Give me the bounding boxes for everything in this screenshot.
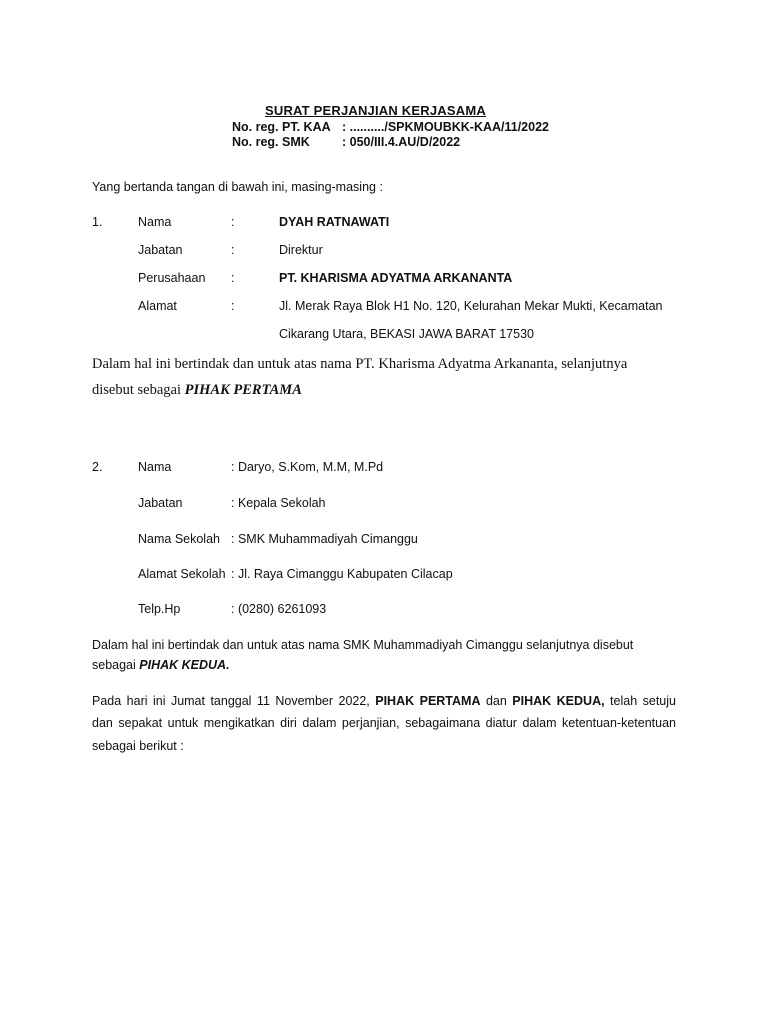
party2-role: PIHAK KEDUA. bbox=[139, 658, 230, 672]
party1-address-line1: Jl. Merak Raya Blok H1 No. 120, Kelurahan Mekar Mukti, Kecamatan bbox=[279, 299, 663, 313]
reg-pt-value: : ........../SPKMOUBKK-KAA/11/2022 bbox=[342, 120, 549, 134]
party1-statement-line1: Dalam hal ini bertindak dan untuk atas nama PT. Kharisma Adyatma Arkananta, selanjutnya bbox=[92, 356, 628, 372]
party1-name-label: Nama bbox=[138, 215, 172, 229]
closing-line1 bbox=[92, 694, 676, 708]
party2-school-label: Nama Sekolah bbox=[138, 532, 220, 546]
closing-text-c: dan bbox=[480, 694, 513, 708]
party2-phone-value: : (0280) 6261093 bbox=[231, 602, 327, 616]
party1-address-colon: : bbox=[231, 299, 235, 313]
party2-name-label: Nama bbox=[138, 460, 172, 474]
closing-pihak-pertama: PIHAK PERTAMA bbox=[375, 694, 481, 708]
closing-text-a: Pada hari ini Jumat tanggal 11 November 2022, bbox=[92, 694, 376, 708]
party2-position-value: : Kepala Sekolah bbox=[231, 496, 326, 510]
closing-text-e: telah setuju bbox=[604, 694, 676, 708]
closing-line3: sebagai berikut : bbox=[92, 739, 184, 753]
party2-number: 2. bbox=[92, 460, 103, 474]
reg-smk-label: No. reg. SMK bbox=[232, 135, 310, 149]
reg-smk-value: : 050/III.4.AU/D/2022 bbox=[342, 135, 461, 149]
party2-school-address-label: Alamat Sekolah bbox=[138, 567, 226, 581]
party1-company-value: PT. KHARISMA ADYATMA ARKANANTA bbox=[279, 271, 513, 285]
party1-statement-prefix: disebut sebagai bbox=[92, 382, 185, 398]
intro-text: Yang bertanda tangan di bawah ini, masing-masing : bbox=[92, 180, 383, 194]
party1-name-colon: : bbox=[231, 215, 235, 229]
party2-statement-line1: Dalam hal ini bertindak dan untuk atas nama SMK Muhammadiyah Cimanggu selanjutnya disebut bbox=[92, 638, 634, 652]
party1-address-label: Alamat bbox=[138, 299, 177, 313]
party1-position-label: Jabatan bbox=[138, 243, 183, 257]
party2-school-value: : SMK Muhammadiyah Cimanggu bbox=[231, 532, 418, 546]
party2-statement-prefix: sebagai bbox=[92, 658, 140, 672]
party2-school-address-value: : Jl. Raya Cimanggu Kabupaten Cilacap bbox=[231, 567, 453, 581]
party1-company-label: Perusahaan bbox=[138, 271, 206, 285]
party1-address-line2: Cikarang Utara, BEKASI JAWA BARAT 17530 bbox=[279, 327, 534, 341]
party1-position-value: Direktur bbox=[279, 243, 323, 257]
document-title: SURAT PERJANJIAN KERJASAMA bbox=[265, 103, 486, 118]
party2-statement-line2 bbox=[92, 658, 230, 672]
closing-pihak-kedua: PIHAK KEDUA, bbox=[512, 694, 605, 708]
party1-position-colon: : bbox=[231, 243, 235, 257]
party1-company-colon: : bbox=[231, 271, 235, 285]
reg-pt-label: No. reg. PT. KAA bbox=[232, 120, 331, 134]
party1-statement-line2 bbox=[92, 382, 302, 399]
party1-role: PIHAK PERTAMA bbox=[184, 382, 302, 398]
party2-phone-label: Telp.Hp bbox=[138, 602, 181, 616]
party2-name-value: : Daryo, S.Kom, M.M, M.Pd bbox=[231, 460, 384, 474]
party2-position-label: Jabatan bbox=[138, 496, 183, 510]
closing-line2: dan sepakat untuk mengikatkan diri dalam perjanjian, sebagaimana diatur dalam ketentuan-ketentuan bbox=[92, 716, 676, 730]
party1-number: 1. bbox=[92, 215, 103, 229]
party1-name-value: DYAH RATNAWATI bbox=[279, 215, 390, 229]
